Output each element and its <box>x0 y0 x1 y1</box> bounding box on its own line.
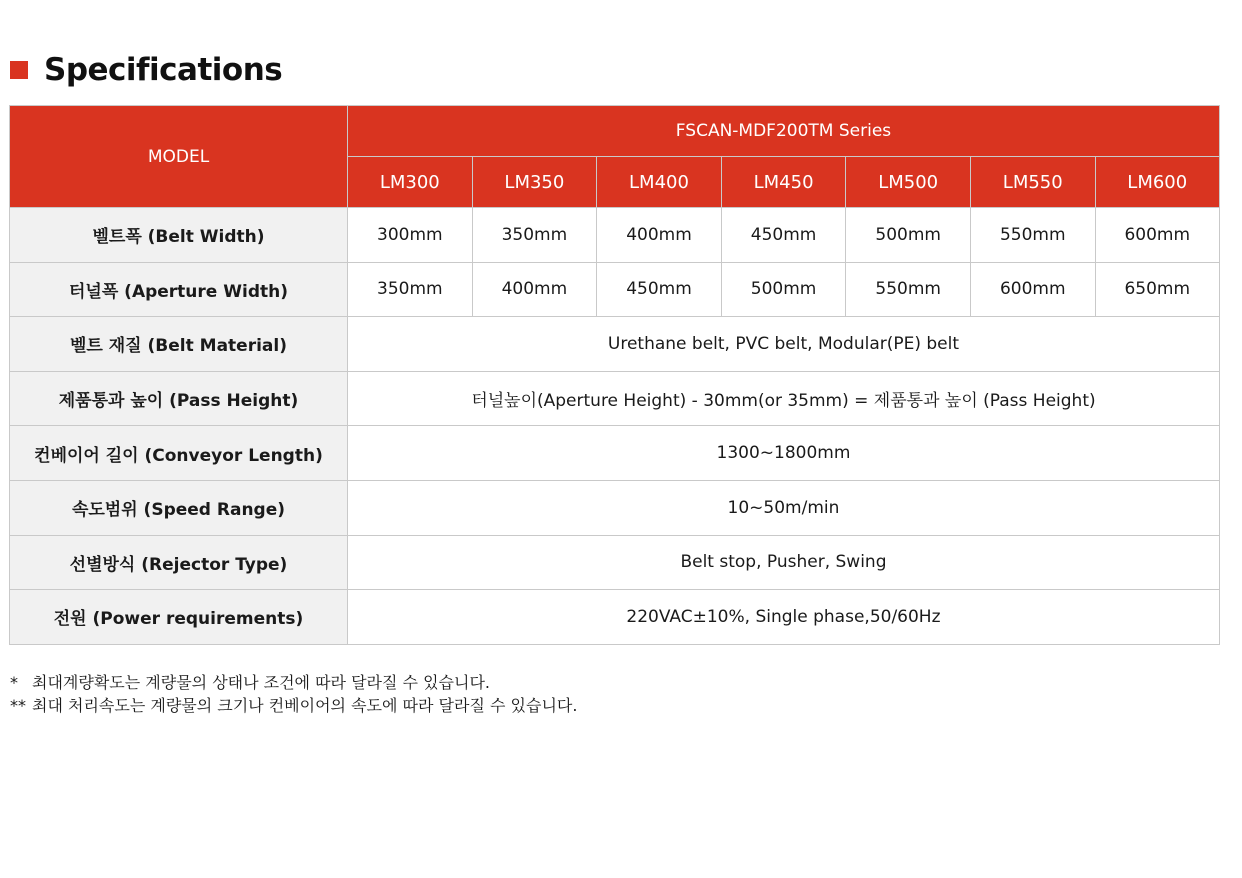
spec-table <box>9 105 1220 645</box>
footnote-mark: ** <box>10 696 26 715</box>
table-cell: 500mm <box>721 262 846 317</box>
model-header-lm450: LM450 <box>721 157 846 208</box>
footnote-text: 최대 처리속도는 계량물의 크기나 컨베이어의 속도에 따라 달라질 수 있습니다. <box>32 696 578 715</box>
row-label: 벨트폭 (Belt Width) <box>10 208 348 263</box>
table-cell-span: Belt stop, Pusher, Swing <box>348 535 1220 590</box>
model-header-lm600: LM600 <box>1095 157 1219 208</box>
row-label: 터널폭 (Aperture Width) <box>10 262 348 317</box>
footnote-mark: * <box>10 673 18 692</box>
series-header: FSCAN-MDF200TM Series <box>348 106 1220 157</box>
table-cell: 600mm <box>970 262 1095 317</box>
footnotes <box>10 671 577 717</box>
table-row <box>10 208 1220 263</box>
model-header: MODEL <box>10 106 348 208</box>
title-square-icon <box>10 61 28 79</box>
table-row <box>10 317 1220 372</box>
row-label: 벨트 재질 (Belt Material) <box>10 317 348 372</box>
row-label: 선별방식 (Rejector Type) <box>10 535 348 590</box>
model-header-lm400: LM400 <box>597 157 722 208</box>
table-cell: 550mm <box>846 262 971 317</box>
model-header-lm300: LM300 <box>348 157 473 208</box>
table-row <box>10 262 1220 317</box>
table-cell: 450mm <box>597 262 722 317</box>
section-title <box>10 50 282 90</box>
page-title: Specifications <box>44 52 283 88</box>
table-row <box>10 480 1220 535</box>
table-row <box>10 426 1220 481</box>
table-row <box>10 371 1220 426</box>
table-cell: 350mm <box>472 208 597 263</box>
model-header-lm500: LM500 <box>846 157 971 208</box>
table-row <box>10 590 1220 645</box>
model-header-lm550: LM550 <box>970 157 1095 208</box>
table-cell-span: 10~50m/min <box>348 480 1220 535</box>
table-cell: 600mm <box>1095 208 1219 263</box>
footnote <box>10 694 577 717</box>
table-cell-span: 1300~1800mm <box>348 426 1220 481</box>
table-cell-span: 터널높이(Aperture Height) - 30mm(or 35mm) = 제품통과 높이 (Pass Height) <box>348 371 1220 426</box>
table-cell: 500mm <box>846 208 971 263</box>
table-cell: 400mm <box>597 208 722 263</box>
footnote <box>10 671 577 694</box>
table-cell-span: Urethane belt, PVC belt, Modular(PE) belt <box>348 317 1220 372</box>
table-cell: 400mm <box>472 262 597 317</box>
table-cell: 650mm <box>1095 262 1219 317</box>
model-header-lm350: LM350 <box>472 157 597 208</box>
row-label: 컨베이어 길이 (Conveyor Length) <box>10 426 348 481</box>
table-cell: 550mm <box>970 208 1095 263</box>
row-label: 속도범위 (Speed Range) <box>10 480 348 535</box>
table-cell: 450mm <box>721 208 846 263</box>
footnote-text: 최대계량확도는 계량물의 상태나 조건에 따라 달라질 수 있습니다. <box>32 673 491 692</box>
table-cell: 300mm <box>348 208 473 263</box>
row-label: 전원 (Power requirements) <box>10 590 348 645</box>
table-cell-span: 220VAC±10%, Single phase,50/60Hz <box>348 590 1220 645</box>
table-row <box>10 535 1220 590</box>
table-cell: 350mm <box>348 262 473 317</box>
row-label: 제품통과 높이 (Pass Height) <box>10 371 348 426</box>
